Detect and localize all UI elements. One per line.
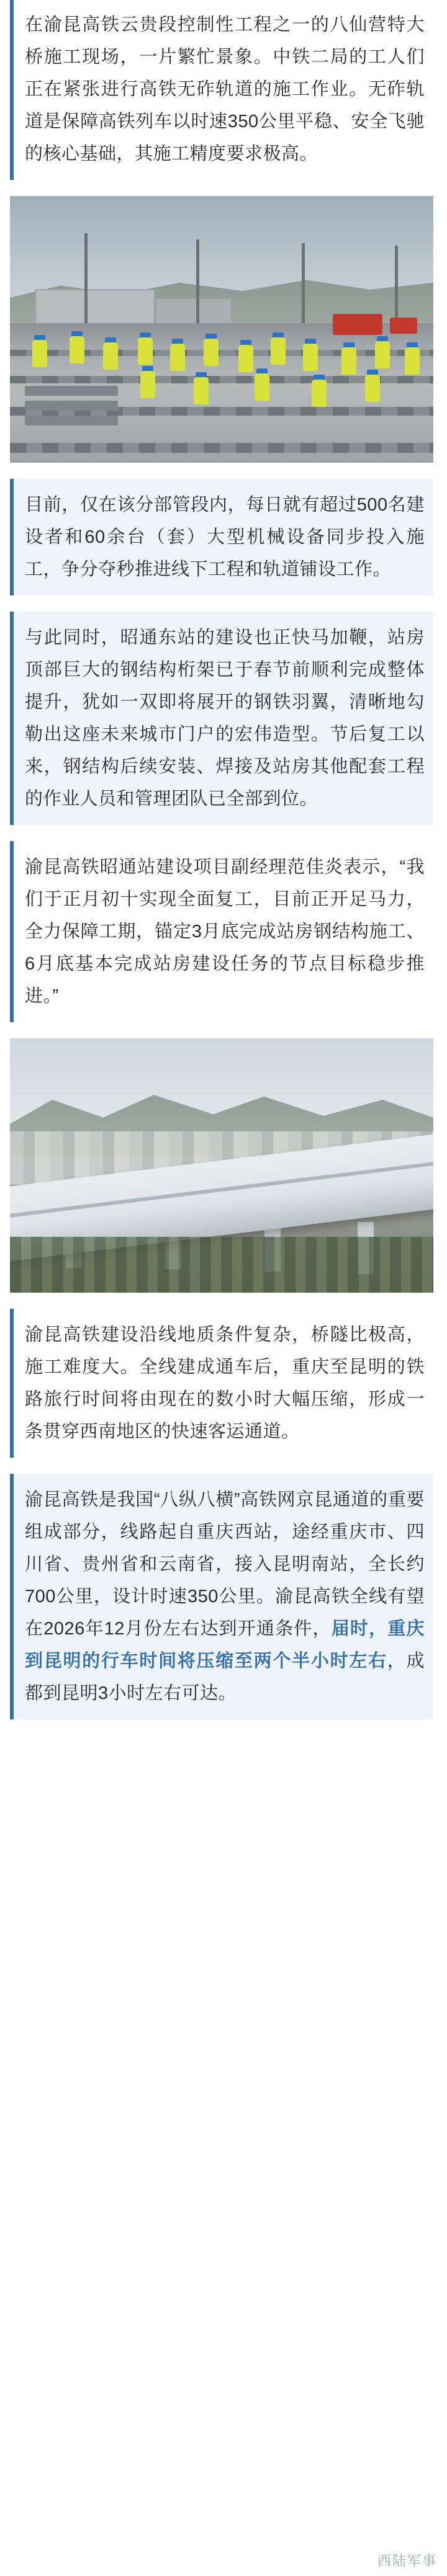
paragraph-3: 与此同时，昭通东站的建设也正快马加鞭，站房顶部巨大的钢结构桁架已于春节前顺利完成整体提升，犹如一双即将展开的钢铁羽翼，清晰地勾勒出这座未来城市门户的宏伟造型。节后复工以来，钢结构后续安装、焊接及站房其他配套工程的作业人员和管理团队已全部到位。 <box>10 612 433 825</box>
paragraph-2: 目前，仅在该分部管段内，每日就有超过500名建设者和60余台（套）大型机械设备同步投入施工，争分夺秒推进线下工程和轨道铺设工作。 <box>10 479 433 595</box>
viaduct-photo <box>10 1038 433 1293</box>
paragraph-4: 渝昆高铁昭通站建设项目副经理范佳炎表示，“我们于正月初十实现全面复工，目前正开足马力，全力保障工期，锚定3月底完成站房钢结构施工、6月底基本完成站房建设任务的节点目标稳步推进。” <box>10 841 433 1022</box>
paragraph-6: 渝昆高铁是我国“八纵八横”高铁网京昆通道的重要组成部分，线路起自重庆西站，途经重庆市、四川省、贵州省和云南省，接入昆明南站，全长约700公里，设计时速350公里。渝昆高铁全线有望在2026年12月份左右达到开通条件，届时，重庆到昆明的行车时间将压缩至两个半小时左右，成都到昆明3小时左右可达。 <box>10 1474 433 1719</box>
figure-2 <box>10 1038 433 1293</box>
figure-1 <box>10 196 433 463</box>
paragraph-1: 在渝昆高铁云贵段控制性工程之一的八仙营特大桥施工现场，一片繁忙景象。中铁二局的工人们正在紧张进行高铁无砟轨道的施工作业。无砟轨道是保障高铁列车以时速350公里平稳、安全飞驰的核心基础，其施工精度要求极高。 <box>10 0 433 180</box>
construction-site-photo <box>10 196 433 463</box>
highlighted-clause: 届时，重庆到昆明的行车时间将压缩至两个半小时左右 <box>25 1619 425 1671</box>
paragraph-5: 渝昆高铁建设沿线地质条件复杂，桥隧比极高，施工难度大。全线建成通车后，重庆至昆明的铁路旅行时间将由现在的数小时大幅压缩，形成一条贯穿西南地区的快速客运通道。 <box>10 1309 433 1458</box>
watermark: 西陆军事 <box>377 2553 437 2569</box>
